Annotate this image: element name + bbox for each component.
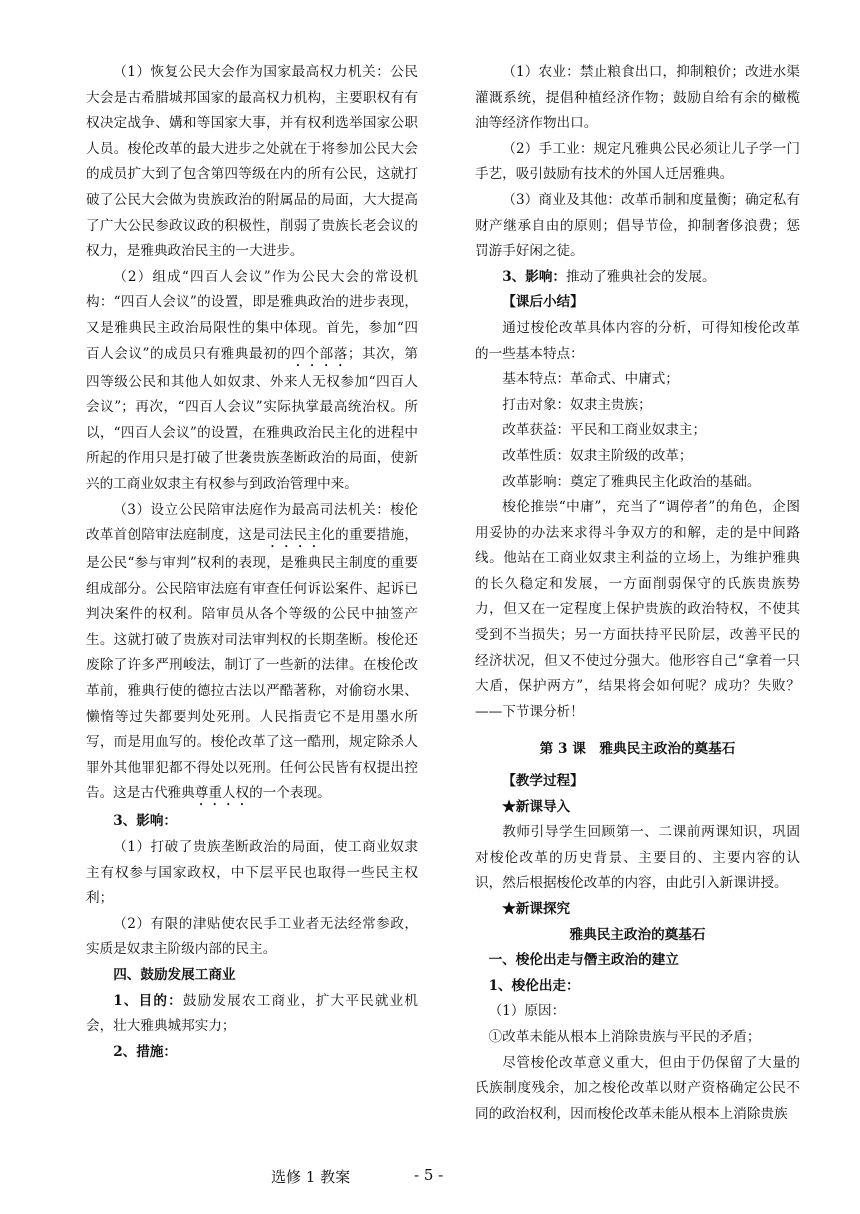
paragraph-influence-2: （2）有限的津贴使农民手工业者无法经常参政，实质是奴隶主阶级内部的民主。 bbox=[86, 915, 418, 958]
heading-explore: ★新课探究 bbox=[502, 901, 571, 917]
paragraph-purpose: 1、目的：鼓励发展农工商业，扩大平民就业机会，壮大雅典城邦实力； bbox=[86, 992, 418, 1035]
paragraph-council: （2）组成“四百人会议”作为公民大会的常设机构：“四百人会议”的设置，即是雅典政治的进步表现，又是雅典民主政治局限性的集中体现。首先，参加“四百人会议”的成员只有雅典最初的四个部落；其次，第四等级公民和其他人如奴隶、外来人无权参加“四百人会议”；再次，“四百人会议”实际执掌最高统治权。所以，“四百人会议”的设置，在雅典政治民主化的进程中所起的作用只是打破了世袭贵族垄断政治的局面，使新兴的工商业奴隶主有权参与到政治管理中来。 bbox=[86, 268, 418, 492]
lesson-title: 第 3 课 雅典民主政治的奠基石 bbox=[539, 741, 736, 758]
feature-beneficiary: 改革获益：平民和工商业奴隶主； bbox=[502, 422, 707, 439]
feature-target: 打击对象：奴隶主贵族； bbox=[502, 396, 652, 413]
paragraph-handicraft: （2）手工业：规定凡雅典公民必须让儿子学一门手艺，吸引鼓励有技术的外国人迁居雅典。 bbox=[475, 140, 800, 183]
feature-basic: 基本特点：革命式、中庸式； bbox=[502, 371, 679, 388]
heading-measures: 2、措施： bbox=[113, 1043, 178, 1060]
heading-influence: 3、影响： bbox=[113, 813, 178, 830]
heading-commerce: 四、鼓励发展工商业 bbox=[113, 967, 236, 983]
page-number: - 5 - bbox=[414, 1166, 444, 1184]
footer-course-name: 选修 1 教案 bbox=[271, 1168, 351, 1186]
heading-tyranny: 一、梭伦出走与僭主政治的建立 bbox=[488, 952, 679, 969]
heading-solon-leaves: 1、梭伦出走： bbox=[488, 977, 580, 994]
paragraph-intro: 教师引导学生回顾第一、二课前两课知识，巩固对梭伦改革的历史背景、主要目的、主要内容的认识，然后根据梭伦改革的内容，由此引入新课讲授。 bbox=[475, 824, 800, 892]
paragraph-reason-detail: 尽管梭伦改革意义重大，但由于仍保留了大量的氏族制度残余，加之梭伦改革以财产资格确定公民不同的政治权利，因而梭伦改革未能从根本上消除贵族 bbox=[475, 1054, 800, 1122]
emphasis-human-rights: 尊重人权 bbox=[194, 785, 250, 802]
paragraph-assembly: （1）恢复公民大会作为国家最高权力机关：公民大会是古希腊城邦国家的最高权力机构，主要职权有有权决定战争、媾和等国家大事，并有权利选举国家公职人员。梭伦改革的最大进步之处就在于将参加公民大会的成员扩大到了包含第四等级在内的所有公民，这就打破了公民大会做为贵族政治的附属品的局面，大大提高了广大公民参政议政的积极性，削弱了贵族长老会议的权力，是雅典政治民主的一大进步。 bbox=[86, 64, 418, 260]
page-footer bbox=[0, 1166, 860, 1196]
heading-summary: 【课后小结】 bbox=[502, 294, 584, 311]
emphasis-judicial-democracy: 司法民主 bbox=[265, 527, 322, 544]
paragraph-court: （3）设立公民陪审法庭作为最高司法机关：梭伦改革首创陪审法庭制度，这是司法民主化的重要措施，是公民“参与审判”权利的表现，是雅典民主制度的重要组成部分。公民陪审法庭有审查任何诉讼案件、起诉已判决案件的权利。陪审员从各个等级的公民中抽签产生。这就打破了贵族对司法审判权的长期垄断。梭伦还废除了许多严刑峻法，制订了一些新的法律。在梭伦改革前，雅典行使的德拉古法以严酷著称，对偷窃水果、懒惰等过失都要判处死刑。人民指责它不是用墨水所写，而是用血写的。梭伦改革了这一酷刑，规定除杀人罪外其他罪犯都不得处以死刑。任何公民皆有权提出控告。这是古代雅典尊重人权的一个表现。 bbox=[86, 501, 418, 802]
paragraph-summary: 通过梭伦改革具体内容的分析，可得知梭伦改革的一些基本特点： bbox=[475, 319, 800, 362]
right-column bbox=[475, 60, 800, 1127]
left-column bbox=[86, 60, 418, 1065]
subtitle-cornerstone: 雅典民主政治的奠基石 bbox=[569, 926, 706, 943]
paragraph-influence-1: （1）打破了贵族垄断政治的局面，使工商业奴隶主有权参与国家政权，中下层平民也取得一些民主权利； bbox=[86, 839, 418, 907]
heading-intro: ★新课导入 bbox=[502, 798, 571, 815]
heading-process: 【教学过程】 bbox=[502, 773, 584, 790]
paragraph-reason: （1）原因： bbox=[488, 1003, 566, 1020]
feature-impact: 改革影响：奠定了雅典民主化政治的基础。 bbox=[502, 473, 761, 490]
paragraph-commerce: （3）商业及其他：改革币制和度量衡；确定私有财产继承自由的原则；倡导节俭，抑制奢侈浪费；惩罚游手好闲之徒。 bbox=[475, 191, 800, 260]
paragraph-impact: 3、影响：推动了雅典社会的发展。 bbox=[502, 268, 716, 285]
emphasis-four-tribes: 四个部落 bbox=[291, 345, 348, 362]
paragraph-moderation: 梭伦推崇“中庸”，充当了“调停者”的角色，企图用妥协的办法来求得斗争双方的和解，走的是中间路线。他站在工商业奴隶主利益的立场上，为维护雅典的长久稳定和发展，一方面削弱保守的氏族贵族势力，但又在一定程度上保护贵族的政治特权，不使其受到不当损失；另一方面扶持平民阶层，改善平民的经济状况，但又不使过分强大。他形容自己“拿着一只大盾，保护两方”，结果将会如何呢？成功？失败？——下节课分析！ bbox=[475, 499, 800, 720]
paragraph-reason-1: ①改革未能从根本上消除贵族与平民的矛盾； bbox=[488, 1028, 761, 1045]
feature-nature: 改革性质：奴隶主阶级的改革； bbox=[502, 447, 693, 464]
paragraph-agriculture: （1）农业：禁止粮食出口，抑制粮价；改进水渠灌溉系统，提倡种植经济作物；鼓励自给有余的橄榄油等经济作物出口。 bbox=[475, 64, 800, 132]
